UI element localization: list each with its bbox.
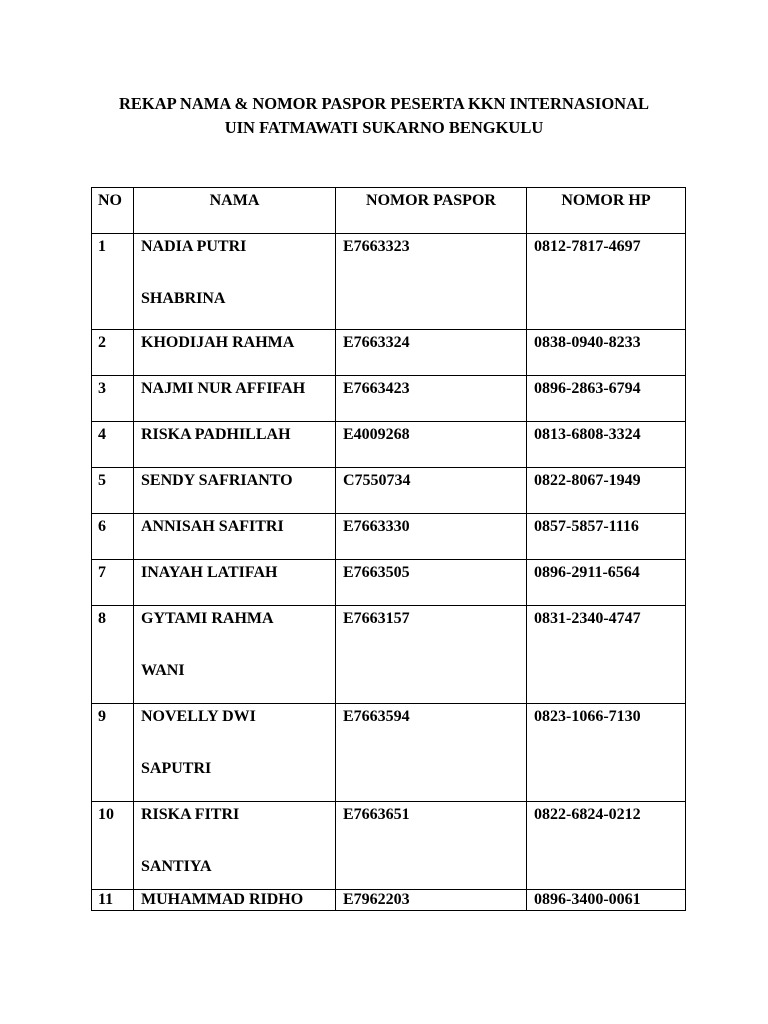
header-name: NAMA <box>134 188 336 234</box>
cell-passport: E7962203 <box>336 890 527 911</box>
table-row <box>92 234 686 330</box>
cell-passport: E7663423 <box>336 376 527 422</box>
name-line: SAPUTRI <box>141 760 212 777</box>
cell-passport: C7550734 <box>336 468 527 514</box>
name-line: GYTAMI RAHMA <box>141 610 274 627</box>
table-row <box>92 606 686 704</box>
table-row <box>92 330 686 376</box>
cell-phone: 0857-5857-1116 <box>527 514 686 560</box>
cell-no: 9 <box>92 704 134 802</box>
document-subtitle: UIN FATMAWATI SUKARNO BENGKULU <box>224 118 544 137</box>
cell-name <box>134 606 336 704</box>
header-no: NO <box>92 188 134 234</box>
cell-phone: 0838-0940-8233 <box>527 330 686 376</box>
table-row <box>92 890 686 911</box>
table-row <box>92 468 686 514</box>
cell-no: 2 <box>92 330 134 376</box>
cell-passport: E7663651 <box>336 802 527 890</box>
name-line: SHABRINA <box>141 290 226 307</box>
cell-passport: E7663157 <box>336 606 527 704</box>
table-header-row <box>92 188 686 234</box>
cell-name: SENDY SAFRIANTO <box>134 468 336 514</box>
cell-phone: 0896-2863-6794 <box>527 376 686 422</box>
cell-phone: 0823-1066-7130 <box>527 704 686 802</box>
name-line: RISKA FITRI <box>141 806 240 823</box>
cell-phone: 0822-8067-1949 <box>527 468 686 514</box>
document-title: REKAP NAMA & NOMOR PASPOR PESERTA KKN INTERNASIONAL <box>118 94 650 113</box>
cell-name: MUHAMMAD RIDHO <box>134 890 336 911</box>
name-line: NOVELLY DWI <box>141 708 256 725</box>
cell-name <box>134 234 336 330</box>
header-passport: NOMOR PASPOR <box>336 188 527 234</box>
table-row <box>92 422 686 468</box>
cell-phone: 0813-6808-3324 <box>527 422 686 468</box>
cell-name: NAJMI NUR AFFIFAH <box>134 376 336 422</box>
table-row <box>92 704 686 802</box>
cell-no: 8 <box>92 606 134 704</box>
table-row <box>92 560 686 606</box>
cell-no: 3 <box>92 376 134 422</box>
cell-name: ANNISAH SAFITRI <box>134 514 336 560</box>
participants-table <box>91 187 686 911</box>
cell-passport: E7663594 <box>336 704 527 802</box>
header-phone: NOMOR HP <box>527 188 686 234</box>
cell-phone: 0896-2911-6564 <box>527 560 686 606</box>
cell-phone: 0831-2340-4747 <box>527 606 686 704</box>
cell-name <box>134 802 336 890</box>
cell-no: 6 <box>92 514 134 560</box>
cell-no: 11 <box>92 890 134 911</box>
cell-no: 5 <box>92 468 134 514</box>
cell-no: 7 <box>92 560 134 606</box>
cell-name: RISKA PADHILLAH <box>134 422 336 468</box>
cell-name <box>134 704 336 802</box>
cell-name: KHODIJAH RAHMA <box>134 330 336 376</box>
cell-no: 10 <box>92 802 134 890</box>
cell-no: 1 <box>92 234 134 330</box>
name-line: NADIA PUTRI <box>141 238 247 255</box>
cell-phone: 0896-3400-0061 <box>527 890 686 911</box>
cell-no: 4 <box>92 422 134 468</box>
cell-passport: E7663505 <box>336 560 527 606</box>
cell-name: INAYAH LATIFAH <box>134 560 336 606</box>
cell-phone: 0822-6824-0212 <box>527 802 686 890</box>
cell-passport: E7663330 <box>336 514 527 560</box>
cell-passport: E7663323 <box>336 234 527 330</box>
name-line: SANTIYA <box>141 858 212 875</box>
cell-passport: E4009268 <box>336 422 527 468</box>
cell-phone: 0812-7817-4697 <box>527 234 686 330</box>
table-row <box>92 514 686 560</box>
name-line: WANI <box>141 662 185 679</box>
table-row <box>92 802 686 890</box>
table-row <box>92 376 686 422</box>
cell-passport: E7663324 <box>336 330 527 376</box>
